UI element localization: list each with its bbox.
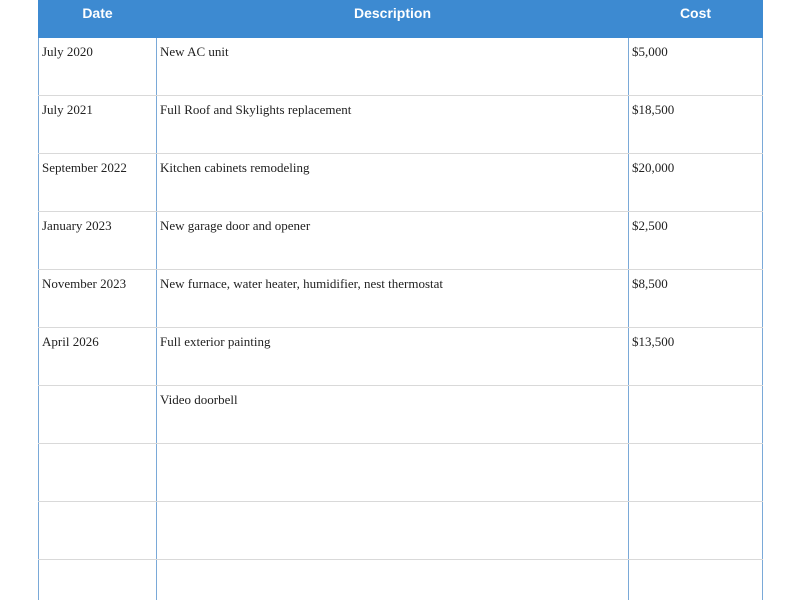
date-cell <box>39 444 157 502</box>
date-cell <box>39 386 157 444</box>
cost-cell: $20,000 <box>629 154 763 212</box>
description-column-header: Description <box>157 0 629 38</box>
table-row <box>39 38 763 96</box>
description-cell <box>157 444 629 502</box>
description-cell <box>157 502 629 560</box>
date-cell: April 2026 <box>39 328 157 386</box>
date-cell: January 2023 <box>39 212 157 270</box>
cost-cell: $8,500 <box>629 270 763 328</box>
table-row <box>39 96 763 154</box>
table-row <box>39 212 763 270</box>
description-cell: New furnace, water heater, humidifier, nest thermostat <box>157 270 629 328</box>
date-cell: July 2021 <box>39 96 157 154</box>
cost-cell <box>629 560 763 600</box>
description-cell: Video doorbell <box>157 386 629 444</box>
description-cell <box>157 560 629 600</box>
date-cell: July 2020 <box>39 38 157 96</box>
date-column-header: Date <box>39 0 157 38</box>
description-cell: Full Roof and Skylights replacement <box>157 96 629 154</box>
table-row <box>39 560 763 600</box>
cost-cell <box>629 502 763 560</box>
home-improvements-table <box>38 0 763 600</box>
table-row <box>39 502 763 560</box>
date-cell <box>39 560 157 600</box>
description-cell: New garage door and opener <box>157 212 629 270</box>
table-row <box>39 270 763 328</box>
table-row <box>39 154 763 212</box>
cost-column-header: Cost <box>629 0 763 38</box>
cost-cell: $18,500 <box>629 96 763 154</box>
cost-cell <box>629 386 763 444</box>
date-cell: September 2022 <box>39 154 157 212</box>
description-cell: New AC unit <box>157 38 629 96</box>
table-row <box>39 328 763 386</box>
cost-cell <box>629 444 763 502</box>
cost-cell: $13,500 <box>629 328 763 386</box>
table-row <box>39 386 763 444</box>
cost-cell: $2,500 <box>629 212 763 270</box>
description-cell: Full exterior painting <box>157 328 629 386</box>
cost-cell: $5,000 <box>629 38 763 96</box>
table-row <box>39 444 763 502</box>
date-cell: November 2023 <box>39 270 157 328</box>
header-row <box>39 0 763 38</box>
date-cell <box>39 502 157 560</box>
description-cell: Kitchen cabinets remodeling <box>157 154 629 212</box>
